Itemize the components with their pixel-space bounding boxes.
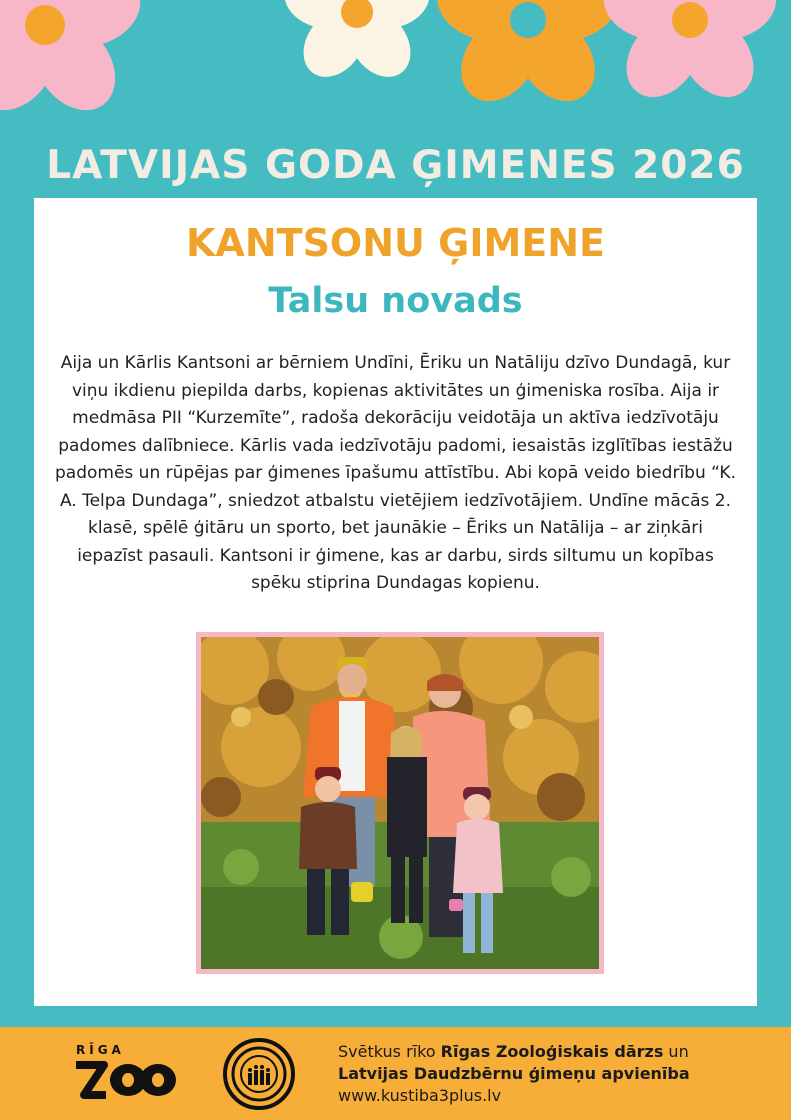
family-photo bbox=[201, 637, 599, 969]
zoo-logo-text: RĪGA bbox=[76, 1043, 125, 1057]
region-name: Talsu novads bbox=[268, 281, 523, 321]
zoo-mark-icon bbox=[72, 1057, 182, 1103]
organizer-text bbox=[338, 1041, 778, 1107]
organizer-line-2: Latvijas Daudzbērnu ģimeņu apvienība bbox=[338, 1064, 690, 1083]
flower-decoration-icon bbox=[0, 0, 791, 150]
organizer-line-1: Svētkus rīko Rīgas Zooloģiskais dārzs un bbox=[338, 1042, 689, 1061]
kustiba-3plus-logo-icon bbox=[222, 1037, 296, 1111]
photo-frame bbox=[196, 632, 604, 974]
page-title: LATVIJAS GODA ĢIMENES 2026 bbox=[46, 143, 745, 188]
footer bbox=[0, 1027, 791, 1120]
family-name: KANTSONU ĢIMENE bbox=[185, 221, 605, 265]
riga-zoo-logo bbox=[72, 1043, 182, 1103]
family-description: Aija un Kārlis Kantsoni ar bērniem Undīni, Ēriku un Natāliju dzīvo Dundagā, kur viņu ikdienu piepilda darbs, kopienas aktivitātes un ģimeniska rosība. Aija ir medmāsa PII “Kurzemīte”, radoša dekorāciju veidotāja un aktīva iedzīvotāju padomes dalībniece. Kārlis vada iedzīvotāju padomi, iesaistās izglītības iestāžu padomēs un rūpējas par ģimenes īpašumu attīstību. Abi kopā veido biedrību “K. A. Telpa Dundaga”, sniedzot atbalstu vietējiem iedzīvotājiem. Undīne mācās 2. klasē, spēlē ģitāru un sporto, bet jaunākie – Ēriks un Natālija – ar ziņkāri iepazīst pasauli. Kantsoni ir ģimene, kas ar darbu, sirds siltumu un kopības spēku stiprina Dundagas kopienu. bbox=[55, 353, 736, 593]
website-link[interactable]: www.kustiba3plus.lv bbox=[338, 1086, 502, 1105]
content-card bbox=[34, 198, 757, 1006]
